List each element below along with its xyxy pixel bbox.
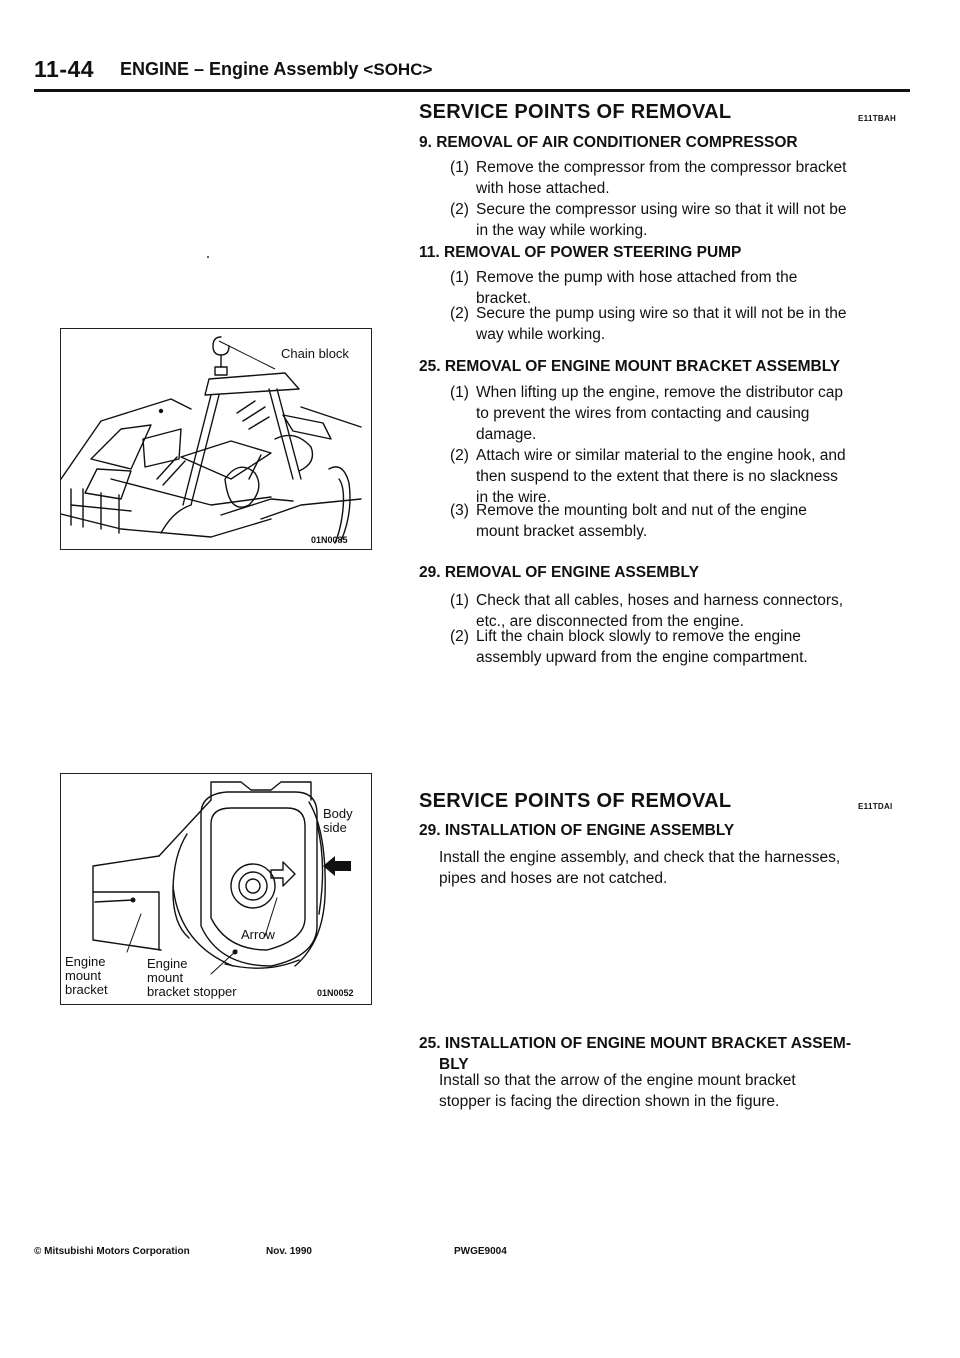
footer-date: Nov. 1990 — [266, 1246, 312, 1257]
step-number: (1) — [450, 159, 469, 176]
installation-section-title: SERVICE POINTS OF REMOVAL — [419, 790, 732, 812]
label-line: mount — [147, 970, 184, 985]
step-number: (2) — [450, 201, 469, 218]
header-rule — [34, 89, 910, 92]
step — [450, 445, 940, 508]
footer-doc-code: PWGE9004 — [454, 1246, 507, 1257]
step-text: then suspend to the extent that there is no slackness — [476, 468, 838, 485]
step — [450, 500, 940, 542]
chain-block-illustration — [61, 329, 371, 549]
step-text: assembly upward from the engine compartment. — [476, 649, 808, 666]
figure-label-engine-mount-bracket-stopper — [147, 957, 237, 999]
step-text: with hose attached. — [476, 180, 610, 197]
page-title — [120, 59, 432, 80]
label-line: side — [323, 820, 347, 835]
removal-section-code: E11TBAH — [858, 114, 897, 123]
label-line: Engine — [147, 956, 188, 971]
page-number: 11-44 — [34, 56, 95, 82]
removal-section-title: SERVICE POINTS OF REMOVAL — [419, 101, 732, 123]
step-number: (1) — [450, 592, 469, 609]
step-text: mount bracket assembly. — [476, 523, 648, 540]
step-text: to prevent the wires from contacting and causing — [476, 405, 810, 422]
figure-chain-block — [60, 328, 372, 550]
figure-label-body-side — [323, 807, 353, 835]
step — [450, 157, 940, 199]
paragraph — [439, 847, 913, 889]
figure-code: 01N0052 — [317, 988, 354, 998]
step-text: When lifting up the engine, remove the distributor cap — [476, 384, 844, 401]
paragraph-line: pipes and hoses are not catched. — [439, 870, 668, 887]
step-text: bracket. — [476, 290, 532, 307]
step — [450, 626, 940, 668]
label-line: Engine — [65, 954, 106, 969]
step — [450, 382, 940, 445]
scan-speck — [207, 256, 209, 258]
step-number: (1) — [450, 269, 469, 286]
item-heading: 29. INSTALLATION OF ENGINE ASSEMBLY — [419, 822, 735, 839]
label-line: bracket — [65, 982, 108, 997]
item-heading: 29. REMOVAL OF ENGINE ASSEMBLY — [419, 564, 699, 581]
step-text: Lift the chain block slowly to remove the engine — [476, 628, 801, 645]
figure-label-arrow: Arrow — [241, 927, 275, 942]
step-text: etc., are disconnected from the engine. — [476, 613, 744, 630]
label-line: bracket stopper — [147, 984, 237, 999]
step-text: Secure the compressor using wire so that it will not be — [476, 201, 847, 218]
item-heading: 25. REMOVAL OF ENGINE MOUNT BRACKET ASSEMBLY — [419, 358, 841, 375]
item-heading-continued: BLY — [439, 1056, 469, 1073]
figure-code: 01N0085 — [311, 535, 348, 545]
step-number: (3) — [450, 502, 469, 519]
step-text: Remove the compressor from the compressor bracket — [476, 159, 847, 176]
arrow-icon — [323, 856, 351, 876]
step-number: (2) — [450, 628, 469, 645]
step-text: Check that all cables, hoses and harness connectors, — [476, 592, 844, 609]
step-text: in the way while working. — [476, 222, 648, 239]
step-text: Secure the pump using wire so that it will not be in the — [476, 305, 847, 322]
step — [450, 303, 940, 345]
step-number: (2) — [450, 447, 469, 464]
step-text: Attach wire or similar material to the engine hook, and — [476, 447, 846, 464]
item-heading: 11. REMOVAL OF POWER STEERING PUMP — [419, 244, 742, 261]
paragraph-line: Install the engine assembly, and check that the harnesses, — [439, 849, 841, 866]
leader-line — [219, 341, 275, 369]
label-line: mount — [65, 968, 102, 983]
figure-engine-mount — [60, 773, 372, 1005]
footer-copyright: © Mitsubishi Motors Corporation — [34, 1246, 190, 1257]
figure-label-chain-block: Chain block — [281, 346, 349, 361]
label-line: Body — [323, 806, 353, 821]
figure-label-engine-mount-bracket — [65, 955, 108, 997]
paragraph-line: Install so that the arrow of the engine mount bracket — [439, 1072, 796, 1089]
page-title-text: ENGINE – Engine Assembly — [120, 59, 359, 79]
step-text: Remove the pump with hose attached from the — [476, 269, 798, 286]
item-heading: 25. INSTALLATION OF ENGINE MOUNT BRACKET ASSEM- — [419, 1035, 851, 1052]
paragraph-line: stopper is facing the direction shown in the figure. — [439, 1093, 780, 1110]
page-subtitle: <SOHC> — [363, 60, 433, 79]
step-text: damage. — [476, 426, 537, 443]
step-text: Remove the mounting bolt and nut of the engine — [476, 502, 807, 519]
step-number: (1) — [450, 384, 469, 401]
step-number: (2) — [450, 305, 469, 322]
item-heading: 9. REMOVAL OF AIR CONDITIONER COMPRESSOR — [419, 134, 798, 151]
step — [450, 199, 940, 241]
step-text: in the wire. — [476, 489, 551, 506]
installation-section-code: E11TDAI — [858, 802, 893, 811]
paragraph — [439, 1070, 913, 1112]
step-text: way while working. — [476, 326, 606, 343]
